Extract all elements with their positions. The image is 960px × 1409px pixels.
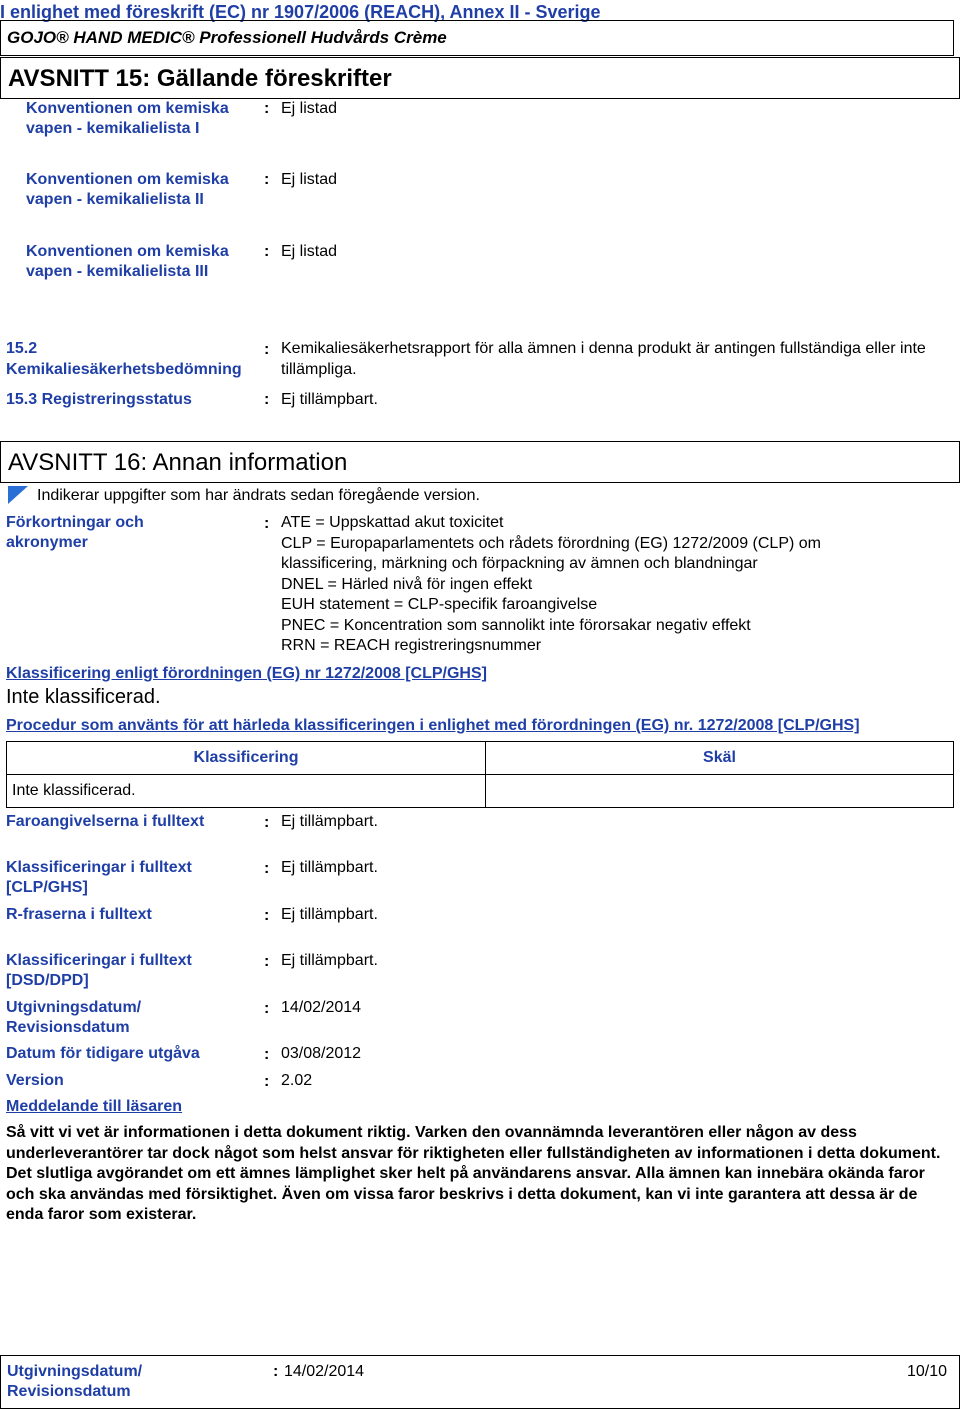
hazard-statements-label: Faroangivelserna i fulltext [6, 813, 205, 830]
abbreviations-label: Förkortningar och akronymer [6, 514, 144, 551]
assessment-label: Kemikaliesäkerhetsbedömning [6, 361, 242, 378]
colon: : [264, 171, 270, 188]
r-phrases-value: Ej tillämpbart. [281, 906, 378, 923]
changed-note: Indikerar uppgifter som har ändrats sedan föregående version. [37, 487, 480, 504]
abbr-line: CLP = Europaparlamentets och rådets förordning (EG) 1272/2009 (CLP) om [281, 534, 821, 552]
section16-heading: AVSNITT 16: Annan information [8, 449, 348, 476]
abbr-line: RRN = REACH registreringsnummer [281, 637, 542, 654]
dsd-fulltext-value: Ej tillämpbart. [281, 952, 378, 969]
registration-label: 15.3 Registreringsstatus [6, 391, 192, 408]
assessment-number: 15.2 [6, 340, 38, 357]
section15-header [0, 57, 960, 99]
abbr-line: DNEL = Härled nivå för ingen effekt [281, 575, 533, 593]
colon: : [264, 814, 270, 831]
clp-fulltext-value: Ej tillämpbart. [281, 859, 378, 876]
cwc-list-3-value: Ej listad [281, 243, 338, 260]
hazard-statements-value: Ej tillämpbart. [281, 813, 378, 830]
dsd-fulltext-label: Klassificeringar i fulltext [DSD/DPD] [6, 952, 192, 989]
cwc-list-2-label: Konventionen om kemiska vapen - kemikalielista II [26, 171, 229, 208]
page-footer [0, 1355, 960, 1409]
notice-text: Så vitt vi vet är informationen i detta dokument riktig. Varken den ovannämnda leverantören eller någon av dess underleverantörer tar dock något som helst ansvar för riktigheten eller fullständigheten av informationen i detta dokument. Det slutliga avgörandet om ett ämnes lämplighet sker helt på användarens ansvar. Alla ämnen kan innebära okända faror och ska användas med försiktighet. Även om vissa faror beskrivs i detta dokument, kan vi inte garantera att dessa är de enda faror som existerar. [6, 1124, 941, 1224]
abbr-line: klassificering, märkning och förpackning av ämnen och blandningar [281, 555, 758, 572]
abbr-line: EUH statement = CLP-specifik faroangivelse [281, 596, 598, 613]
cwc-list-1-value: Ej listad [281, 100, 338, 117]
colon: : [264, 391, 270, 408]
r-phrases-label: R-fraserna i fulltext [6, 906, 152, 923]
cwc-list-1-label: Konventionen om kemiska vapen - kemikalielista I [26, 100, 229, 137]
classification-table [6, 741, 954, 808]
product-name: GOJO® HAND MEDIC® Professionell Hudvårds Crème [7, 28, 447, 47]
footer-date-label: Utgivningsdatum/ Revisionsdatum [7, 1363, 143, 1400]
issue-date-label: Utgivningsdatum/ Revisionsdatum [6, 999, 142, 1036]
table-cell-classification: Inte klassificerad. [7, 775, 486, 808]
notice-heading: Meddelande till läsaren [6, 1098, 183, 1115]
colon: : [264, 860, 270, 877]
previous-date-value: 03/08/2012 [281, 1045, 362, 1062]
colon: : [264, 1073, 270, 1090]
table-header-classification: Klassificering [7, 742, 486, 775]
colon: : [273, 1363, 279, 1380]
cwc-list-3-label: Konventionen om kemiska vapen - kemikalielista III [26, 243, 229, 280]
version-value: 2.02 [281, 1072, 313, 1089]
colon: : [264, 515, 270, 532]
registration-value: Ej tillämpbart. [281, 391, 378, 408]
clp-value: Inte klassificerad. [6, 686, 161, 708]
colon: : [264, 1046, 270, 1063]
clp-heading: Klassificering enligt förordningen (EG) nr 1272/2008 [CLP/GHS] [6, 665, 487, 682]
cwc-list-2-value: Ej listad [281, 171, 338, 188]
document-title: I enlighet med föreskrift (EC) nr 1907/2006 (REACH), Annex II - Sverige [0, 2, 601, 22]
abbreviations-list [281, 513, 821, 657]
page-number: 10/10 [906, 1363, 947, 1380]
colon: : [264, 243, 270, 260]
section16-header [0, 441, 960, 483]
colon: : [264, 1000, 270, 1017]
colon: : [264, 907, 270, 924]
abbr-line: PNEC = Koncentration som sannolikt inte förorsakar negativ effekt [281, 616, 751, 634]
abbr-line: ATE = Uppskattad akut toxicitet [281, 514, 504, 531]
section15-heading: AVSNITT 15: Gällande föreskrifter [8, 65, 392, 92]
table-cell-reason [486, 775, 954, 808]
issue-date-value: 14/02/2014 [281, 999, 362, 1016]
colon: : [264, 100, 270, 117]
clp-fulltext-label: Klassificeringar i fulltext [CLP/GHS] [6, 859, 192, 896]
changed-marker-icon [8, 486, 28, 504]
footer-date-value: 14/02/2014 [284, 1363, 365, 1380]
product-name-bar [0, 20, 954, 56]
previous-date-label: Datum för tidigare utgåva [6, 1045, 200, 1062]
assessment-value: Kemikaliesäkerhetsrapport för alla ämnen i denna produkt är antingen fullständiga eller inte tillämpliga. [281, 340, 926, 378]
table-header-reason: Skäl [486, 742, 954, 775]
version-label: Version [6, 1072, 64, 1089]
procedure-heading: Procedur som använts för att härleda klassificeringen i enlighet med förordningen (EG) nr. 1272/2008 [CLP/GHS] [6, 717, 860, 734]
colon: : [264, 953, 270, 970]
colon: : [264, 341, 270, 358]
